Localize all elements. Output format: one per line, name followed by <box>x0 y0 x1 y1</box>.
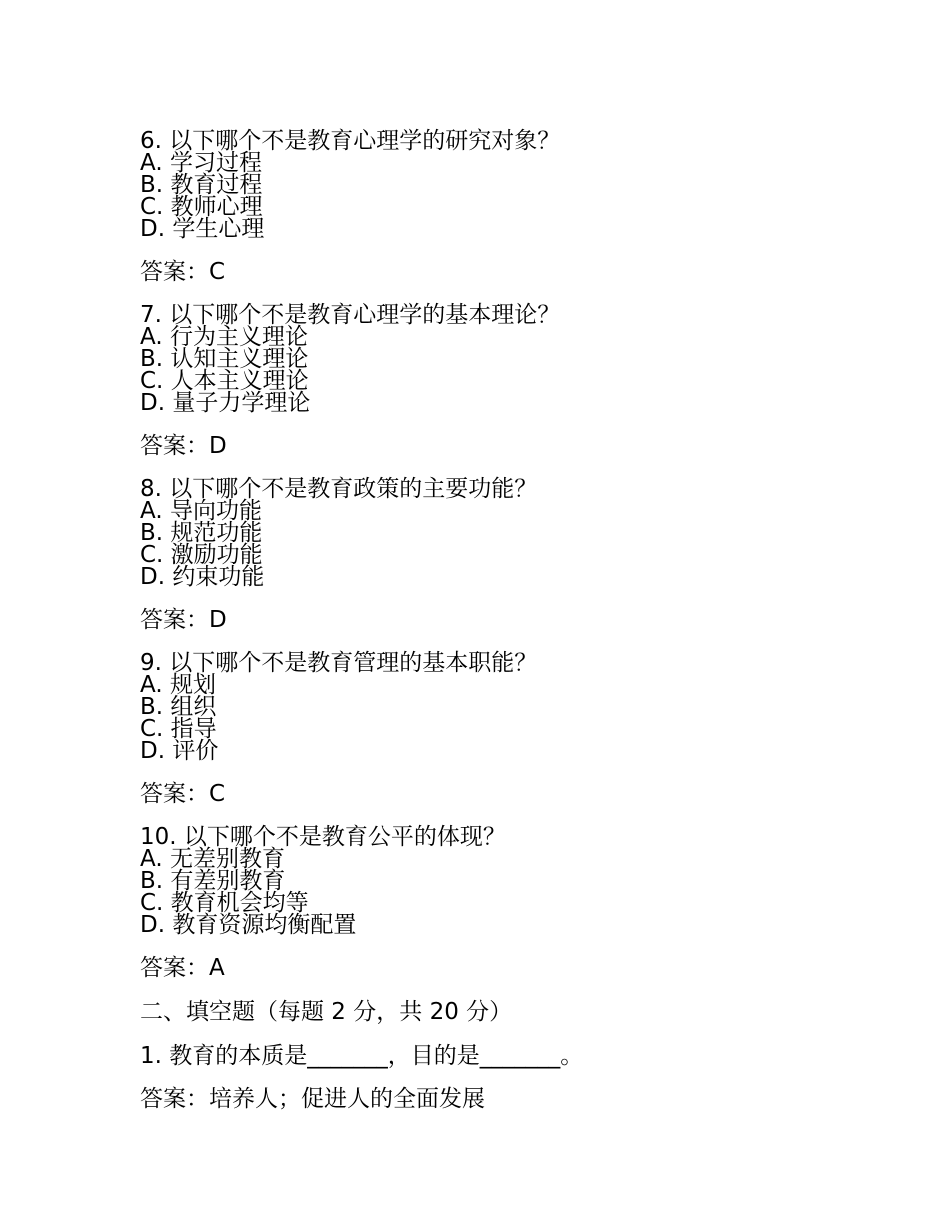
option-b: B. 规范功能 <box>140 520 263 546</box>
option-d: D. 约束功能 <box>140 564 265 590</box>
answer-7: 答案：D <box>140 433 227 459</box>
option-c: C. 激励功能 <box>140 542 263 568</box>
option-d: D. 量子力学理论 <box>140 390 311 416</box>
option-b: B. 组织 <box>140 694 217 720</box>
option-c: C. 指导 <box>140 716 217 742</box>
question-stem: 8. 以下哪个不是教育政策的主要功能？ <box>140 476 538 502</box>
question-stem: 7. 以下哪个不是教育心理学的基本理论？ <box>140 302 561 328</box>
option-c: C. 人本主义理论 <box>140 368 309 394</box>
option-a: A. 导向功能 <box>140 498 262 524</box>
answer-8: 答案：D <box>140 607 227 633</box>
question-7 <box>140 304 860 414</box>
option-a: A. 无差别教育 <box>140 846 285 872</box>
fill-question-1: 1. 教育的本质是_______，目的是_______。 <box>140 1043 584 1069</box>
answer-9: 答案：C <box>140 781 226 807</box>
option-d: D. 评价 <box>140 738 219 764</box>
question-stem: 10. 以下哪个不是教育公平的体现？ <box>140 824 506 850</box>
answer-10: 答案：A <box>140 955 225 981</box>
option-b: B. 有差别教育 <box>140 868 286 894</box>
question-stem: 6. 以下哪个不是教育心理学的研究对象？ <box>140 128 561 154</box>
fill-answer-1: 答案：培养人；促进人的全面发展 <box>140 1086 485 1112</box>
question-6 <box>140 130 860 240</box>
option-d: D. 教育资源均衡配置 <box>140 912 357 938</box>
option-a: A. 行为主义理论 <box>140 324 308 350</box>
option-b: B. 认知主义理论 <box>140 346 309 372</box>
option-c: C. 教师心理 <box>140 194 263 220</box>
question-stem: 9. 以下哪个不是教育管理的基本职能？ <box>140 650 538 676</box>
option-c: C. 教育机会均等 <box>140 890 309 916</box>
option-d: D. 学生心理 <box>140 216 265 242</box>
section-heading: 二、填空题（每题 2 分，共 20 分） <box>140 999 513 1025</box>
question-9 <box>140 652 860 762</box>
option-a: A. 学习过程 <box>140 150 262 176</box>
option-b: B. 教育过程 <box>140 172 263 198</box>
answer-6: 答案：C <box>140 259 226 285</box>
question-8 <box>140 478 860 588</box>
question-10 <box>140 826 860 936</box>
option-a: A. 规划 <box>140 672 216 698</box>
